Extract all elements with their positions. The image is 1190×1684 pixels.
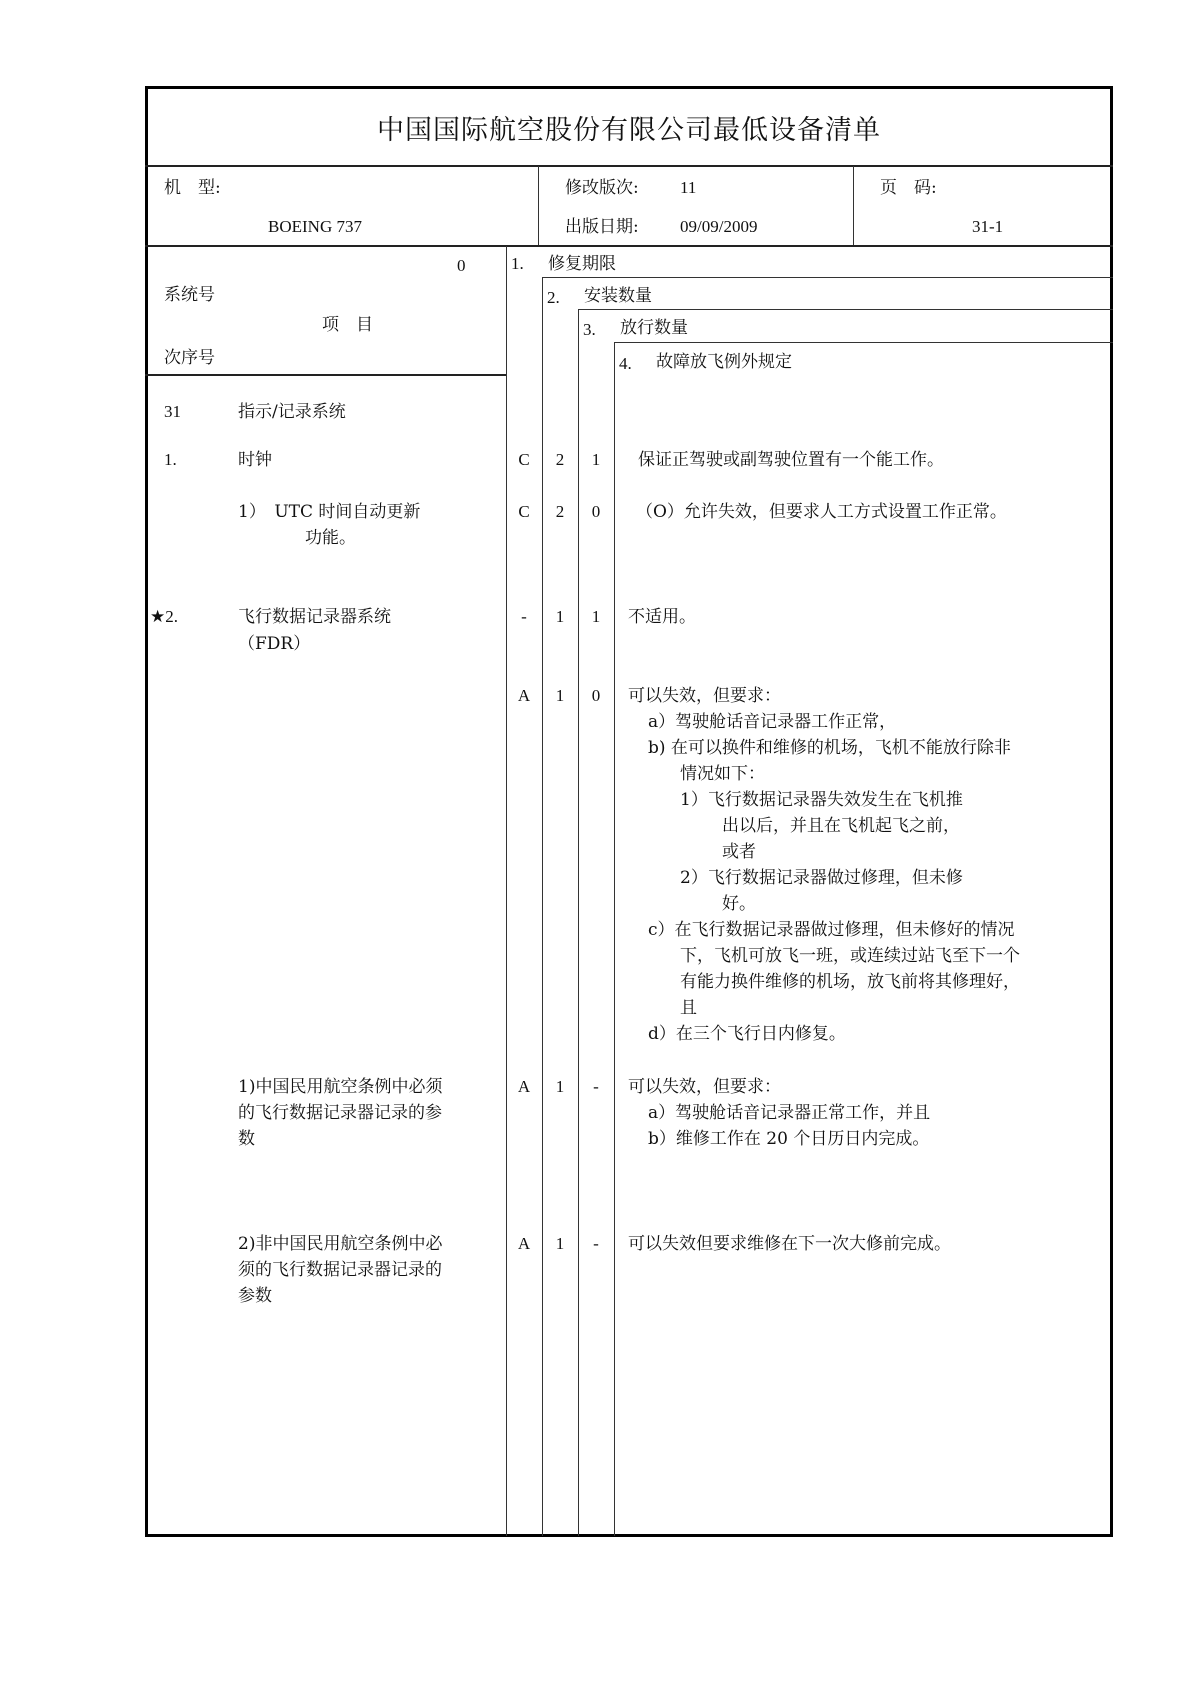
column-divider-installed [542, 277, 543, 1536]
col1-number: 1. [511, 254, 524, 273]
row-remarks-c-cont3: 且 [680, 998, 697, 1018]
header-step-4 [614, 342, 1113, 343]
row-item-continued: （FDR） [238, 634, 311, 654]
row-item-continued: 参数 [238, 1286, 272, 1306]
header-bottom-divider [145, 245, 1113, 247]
col4-header-remarks: 故障放飞例外规定 [656, 352, 792, 372]
row-dispatch: - [593, 1234, 599, 1253]
row-remarks-b-cont: 情况如下： [680, 764, 765, 784]
row-sequence: 1. [164, 450, 177, 469]
col4-number: 4. [619, 354, 632, 373]
row-repair-category: C [518, 450, 530, 469]
row-remarks-a: a）驾驶舱话音记录器正常工作，并且 [648, 1103, 931, 1123]
page-label: 页 码: [880, 178, 937, 198]
row-item: 时钟 [238, 450, 272, 470]
row-repair-category: - [521, 607, 527, 626]
row-repair-category: C [518, 502, 530, 521]
revision-value: 11 [680, 178, 697, 197]
row-sequence-starred: ★2. [150, 607, 178, 626]
col2-header-installed: 安装数量 [584, 286, 652, 306]
revision-label: 修改版次: [565, 178, 639, 198]
row-repair-category: A [517, 1234, 531, 1253]
row-dispatch: - [593, 1077, 599, 1096]
system-name: 指示/记录系统 [238, 402, 346, 422]
row-item: 1） UTC 时间自动更新 [238, 502, 421, 522]
row-installed: 1 [555, 686, 565, 705]
col3-number: 3. [583, 320, 596, 339]
document-title: 中国国际航空股份有限公司最低设备清单 [377, 115, 881, 146]
row-remarks-c-cont2: 有能力换件维修的机场，放飞前将其修理好， [680, 972, 1020, 992]
column-divider-repair [506, 246, 507, 1536]
row-remarks: 可以失效，但要求： [628, 1077, 781, 1097]
row-remarks-c: c）在飞行数据记录器做过修理，但未修好的情况 [648, 920, 1015, 940]
row-item-continued: 数 [238, 1129, 255, 1149]
system-number-header: 系统号 [164, 285, 215, 305]
col3-header-dispatch: 放行数量 [620, 318, 688, 338]
row-item-continued: 的飞行数据记录器记录的参 [238, 1103, 442, 1123]
row-repair-category: A [517, 686, 531, 705]
row-remarks-c-cont: 下，飞机可放飞一班，或连续过站飞至下一个 [680, 946, 1020, 966]
aircraft-type-label: 机 型: [164, 178, 221, 198]
row-remarks-b1-cont: 出以后，并且在飞机起飞之前， [722, 816, 960, 836]
item-header-divider [145, 374, 506, 376]
row-installed: 1 [555, 1077, 565, 1096]
row-remarks-b: b）维修工作在 20 个日历日内完成。 [648, 1129, 930, 1149]
col2-number: 2. [547, 288, 560, 307]
column-divider-remarks [614, 342, 615, 1536]
sequence-number-header: 次序号 [164, 348, 215, 368]
row-item: 飞行数据记录器系统 [238, 607, 391, 627]
row-item-continued: 须的飞行数据记录器记录的 [238, 1260, 442, 1280]
row-remarks-d: d）在三个飞行日内修复。 [648, 1024, 846, 1044]
header-divider-2 [853, 166, 854, 245]
row-remarks: 不适用。 [628, 607, 696, 627]
header-step-2 [542, 277, 1113, 278]
row-remarks-a: a）驾驶舱话音记录器工作正常， [648, 712, 897, 732]
row-remarks-b2-cont: 好。 [722, 894, 756, 914]
col1-header-repair-interval: 修复期限 [548, 254, 616, 274]
row-remarks: 保证正驾驶或副驾驶位置有一个能工作。 [638, 450, 944, 470]
title-divider [145, 165, 1113, 167]
row-installed: 2 [555, 502, 565, 521]
aircraft-type-value: BOEING 737 [268, 217, 362, 236]
row-remarks-b1-cont2: 或者 [722, 842, 756, 862]
row-repair-category: A [517, 1077, 531, 1096]
page-number: 31-1 [972, 217, 1004, 236]
row-item: 2)非中国民用航空条例中必 [238, 1234, 443, 1254]
row-installed: 1 [555, 1234, 565, 1253]
issue-date-label: 出版日期: [565, 217, 639, 237]
row-dispatch: 1 [591, 607, 601, 626]
row-remarks-b1: 1）飞行数据记录器失效发生在飞机推 [680, 790, 963, 810]
row-item-continued: 功能。 [305, 528, 356, 548]
system-number: 31 [164, 402, 181, 421]
row-installed: 1 [555, 607, 565, 626]
row-dispatch: 0 [591, 686, 601, 705]
row-item: 1)中国民用航空条例中必须 [238, 1077, 443, 1097]
issue-date-value: 09/09/2009 [680, 217, 758, 236]
column-divider-dispatch [578, 309, 579, 1536]
row-remarks: 可以失效，但要求： [628, 686, 781, 706]
row-remarks: （O）允许失效，但要求人工方式设置工作正常。 [636, 502, 1007, 522]
row-installed: 2 [555, 450, 565, 469]
row-dispatch: 1 [591, 450, 601, 469]
row-remarks-b: b) 在可以换件和维修的机场，飞机不能放行除非 [648, 738, 1011, 758]
row-dispatch: 0 [591, 502, 601, 521]
item-header: 项 目 [322, 315, 373, 335]
row-remarks: 可以失效但要求维修在下一次大修前完成。 [628, 1234, 951, 1254]
header-zero: 0 [457, 256, 466, 275]
row-remarks-b2: 2）飞行数据记录器做过修理，但未修 [680, 868, 963, 888]
header-step-3 [578, 309, 1113, 310]
header-divider-1 [538, 166, 539, 245]
